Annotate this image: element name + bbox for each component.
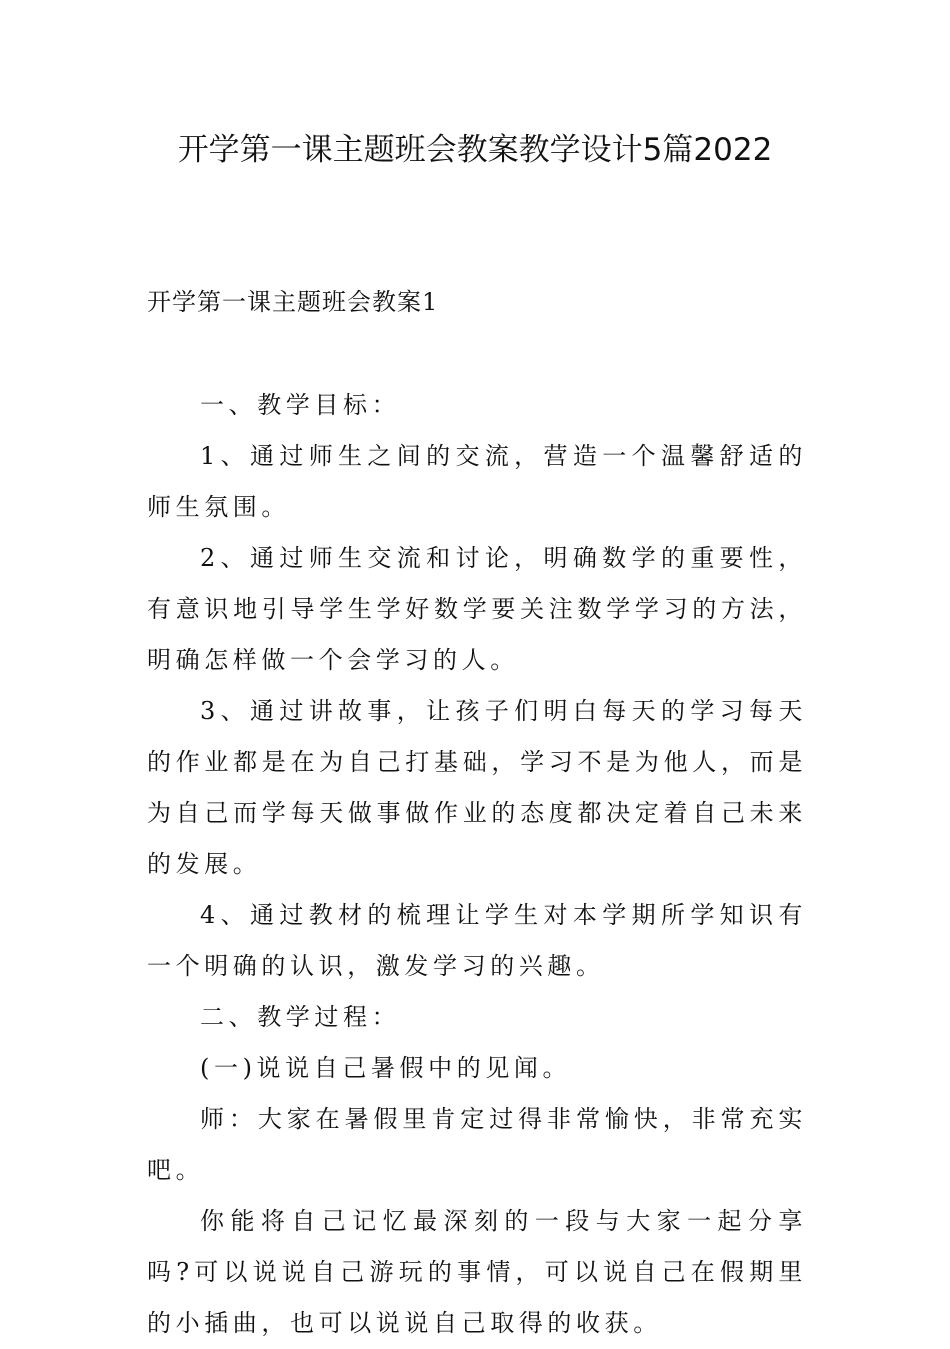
section-title: 开学第一课主题班会教案1: [147, 288, 439, 316]
paragraph-process-heading: 二、教学过程：: [200, 1003, 401, 1031]
paragraph-teacher-line: 师：大家在暑假里肯定过得非常愉快，非常充实吧。: [147, 1105, 807, 1184]
document-title: 开学第一课主题班会教案教学设计5篇2022: [177, 132, 773, 168]
paragraph-objectives-heading: 一、教学目标：: [200, 391, 401, 419]
paragraph-objective-2: 2、通过师生交流和讨论，明确数学的重要性，有意识地引导学生学好数学要关注数学学习的方法，明确怎样做一个会学习的人。: [147, 544, 807, 674]
paragraph-process-step-1: (一)说说自己暑假中的见闻。: [200, 1054, 572, 1082]
paragraph-objective-3: 3、通过讲故事，让孩子们明白每天的学习每天的作业都是在为自己打基础，学习不是为他人，而是为自己而学每天做事做作业的态度都决定着自己未来的发展。: [147, 697, 807, 878]
paragraph-objective-4: 4、通过教材的梳理让学生对本学期所学知识有一个明确的认识，激发学习的兴趣。: [147, 901, 807, 980]
document-body: [147, 380, 807, 1349]
paragraph-objective-1: 1、通过师生之间的交流，营造一个温馨舒适的师生氛围。: [147, 442, 807, 521]
paragraph-share-prompt: 你能将自己记忆最深刻的一段与大家一起分享吗?可以说说自己游玩的事情，可以说自己在假期里的小插曲，也可以说说自己取得的收获。: [147, 1207, 807, 1337]
